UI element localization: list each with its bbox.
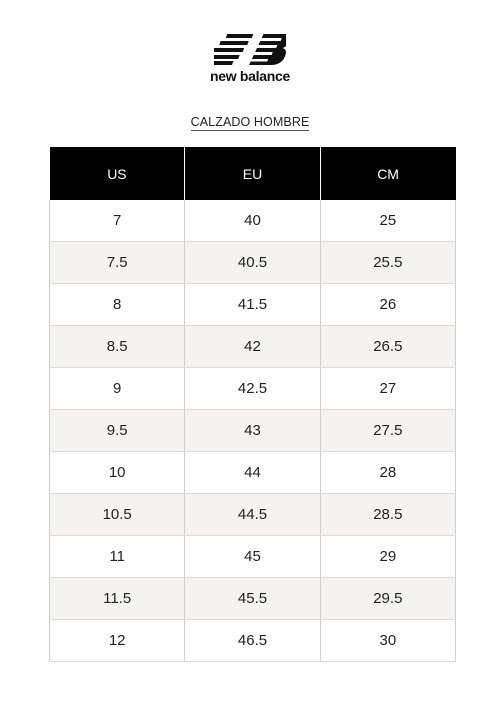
cell-eu: 44.5 — [185, 494, 320, 536]
table-header-row — [50, 147, 456, 200]
table-row — [50, 620, 456, 662]
table-row — [50, 494, 456, 536]
cell-cm: 26.5 — [320, 326, 455, 368]
table-row — [50, 410, 456, 452]
table-row — [50, 284, 456, 326]
cell-us: 10 — [50, 452, 185, 494]
cell-eu: 42.5 — [185, 368, 320, 410]
new-balance-logo-icon — [214, 32, 286, 66]
table-row — [50, 578, 456, 620]
cell-eu: 44 — [185, 452, 320, 494]
cell-us: 10.5 — [50, 494, 185, 536]
cell-cm: 25.5 — [320, 242, 455, 284]
cell-cm: 27.5 — [320, 410, 455, 452]
brand-logo — [0, 32, 500, 84]
cell-cm: 28.5 — [320, 494, 455, 536]
cell-us: 9.5 — [50, 410, 185, 452]
section-title — [0, 113, 500, 131]
cell-cm: 29 — [320, 536, 455, 578]
cell-eu: 43 — [185, 410, 320, 452]
cell-eu: 45.5 — [185, 578, 320, 620]
header-eu: EU — [185, 147, 320, 200]
cell-cm: 29.5 — [320, 578, 455, 620]
cell-us: 11 — [50, 536, 185, 578]
header-us: US — [50, 147, 185, 200]
cell-eu: 42 — [185, 326, 320, 368]
cell-us: 8.5 — [50, 326, 185, 368]
cell-us: 8 — [50, 284, 185, 326]
cell-us: 9 — [50, 368, 185, 410]
table-row — [50, 536, 456, 578]
table-row — [50, 200, 456, 242]
cell-cm: 28 — [320, 452, 455, 494]
cell-cm: 27 — [320, 368, 455, 410]
cell-cm: 30 — [320, 620, 455, 662]
cell-eu: 45 — [185, 536, 320, 578]
cell-eu: 41.5 — [185, 284, 320, 326]
cell-us: 7 — [50, 200, 185, 242]
table-row — [50, 452, 456, 494]
brand-name: new balance — [210, 68, 290, 84]
table-row — [50, 242, 456, 284]
cell-cm: 26 — [320, 284, 455, 326]
cell-eu: 40.5 — [185, 242, 320, 284]
cell-us: 12 — [50, 620, 185, 662]
cell-eu: 46.5 — [185, 620, 320, 662]
cell-us: 11.5 — [50, 578, 185, 620]
header-cm: CM — [320, 147, 455, 200]
size-chart-table — [49, 147, 456, 662]
table-row — [50, 368, 456, 410]
cell-cm: 25 — [320, 200, 455, 242]
cell-us: 7.5 — [50, 242, 185, 284]
section-title-label: CALZADO HOMBRE — [190, 115, 310, 129]
cell-eu: 40 — [185, 200, 320, 242]
table-row — [50, 326, 456, 368]
